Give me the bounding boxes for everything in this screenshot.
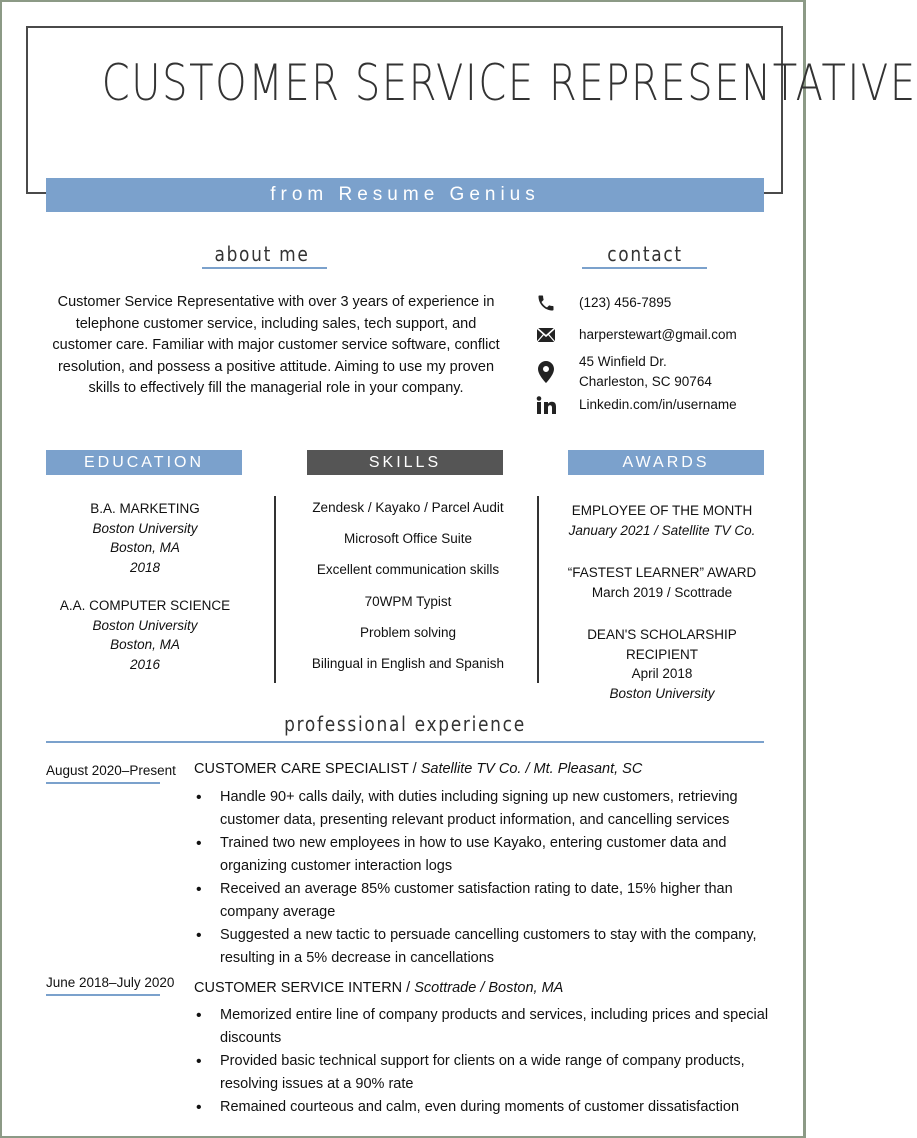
award-entry <box>550 625 774 703</box>
job-bullet: • Handle 90+ calls daily, with duties including signing up new customers, retrieving customer data, presenting relevant product information, and cancelling services <box>194 786 782 832</box>
contact-address-line2: Charleston, SC 90764 <box>579 373 712 389</box>
skill-item: Excellent communication skills <box>316 562 500 578</box>
education-entry <box>46 596 244 674</box>
job-bullet: • Remained courteous and calm, even during moments of customer dissatisfaction <box>194 1096 782 1119</box>
job-heading: CUSTOMER SERVICE INTERN / Scottrade / Boston, MA <box>194 980 564 996</box>
job-dates: June 2018–July 2020 <box>46 975 175 990</box>
skill-item: 70WPM Typist <box>364 593 452 609</box>
job-title: CUSTOMER SERVICE INTERN <box>194 980 403 996</box>
linkedin-icon <box>534 395 558 415</box>
job-bullets <box>194 786 782 970</box>
job-dates-underline <box>46 994 160 996</box>
award-entry <box>550 501 774 540</box>
job-title: CUSTOMER CARE SPECIALIST <box>194 761 409 777</box>
award-detail: April 2018 <box>631 666 693 681</box>
contact-email-row <box>534 325 737 345</box>
award-entry <box>550 563 774 602</box>
awards-list <box>550 501 774 703</box>
job-bullet: • Provided basic technical support for clients on a wide range of company products, resolving issues at a 90% rate <box>194 1050 782 1096</box>
skill-item: Zendesk / Kayako / Parcel Audit <box>312 500 504 515</box>
mail-icon <box>534 325 558 345</box>
contact-address-line1: 45 Winfield Dr. <box>579 354 667 369</box>
award-name: “FASTEST LEARNER” AWARD <box>567 565 757 580</box>
experience-heading: professional experience <box>284 712 526 736</box>
about-heading-underline <box>202 267 327 269</box>
contact-linkedin[interactable]: Linkedin.com/in/username <box>579 397 737 412</box>
contact-phone-row <box>534 293 671 313</box>
about-text: Customer Service Representative with over 3 years of experience in telephone customer service, including sales, tech support, and customer care. Familiar with major customer service software, conflict resolution, and possess a positive attitude. Aiming to use my proven skills to effectively fill the managerial role in your company. <box>52 294 500 396</box>
education-school: Boston University <box>92 617 198 633</box>
award-name: DEAN'S SCHOLARSHIP RECIPIENT <box>587 627 737 662</box>
education-location: Boston, MA <box>110 637 180 652</box>
experience-heading-underline <box>46 741 764 743</box>
skill-item: Problem solving <box>359 624 457 640</box>
education-year: 2018 <box>129 559 161 575</box>
job-dates-underline <box>46 782 160 784</box>
education-list <box>46 499 244 674</box>
skill-item: Microsoft Office Suite <box>343 531 473 547</box>
award-detail: March 2019 / Scottrade <box>591 584 733 600</box>
job-dates: August 2020–Present <box>46 763 176 778</box>
education-school: Boston University <box>92 520 198 536</box>
skills-list <box>292 492 524 679</box>
award-detail: January 2021 / Satellite TV Co. <box>568 522 756 538</box>
job-bullet: • Received an average 85% customer satisfaction rating to date, 15% higher than company average <box>194 878 782 924</box>
subtitle-banner: from Resume Genius <box>46 178 764 212</box>
column-divider-right <box>537 496 539 683</box>
job-company-location: Satellite TV Co. / Mt. Pleasant, SC <box>420 761 643 777</box>
education-entry <box>46 499 244 577</box>
job-company-location: Scottrade / Boston, MA <box>414 980 564 996</box>
job-bullet: • Memorized entire line of company products and services, including prices and special discounts <box>194 1004 782 1050</box>
contact-linkedin-row <box>534 395 737 415</box>
job-bullet: • Trained two new employees in how to use Kayako, entering customer data and organizing customer interaction logs <box>194 832 782 878</box>
awards-heading: AWARDS <box>568 450 764 475</box>
resume-title: CUSTOMER SERVICE REPRESENTATIVE <box>101 54 917 112</box>
contact-email[interactable]: harperstewart@gmail.com <box>579 327 737 342</box>
contact-address-row <box>534 352 712 392</box>
award-name: EMPLOYEE OF THE MONTH <box>571 503 753 518</box>
award-detail-secondary: Boston University <box>609 685 715 701</box>
education-location: Boston, MA <box>110 540 180 555</box>
location-pin-icon <box>534 352 558 392</box>
job-bullet: • Suggested a new tactic to persuade cancelling customers to stay with the company, resulting in a 5% decrease in cancellations <box>194 924 782 970</box>
phone-icon <box>534 293 558 313</box>
job-bullets <box>194 1004 782 1119</box>
job-heading: CUSTOMER CARE SPECIALIST / Satellite TV Co. / Mt. Pleasant, SC <box>194 761 643 777</box>
skills-heading: SKILLS <box>307 450 503 475</box>
contact-heading-underline <box>582 267 707 269</box>
about-heading: about me <box>214 242 310 266</box>
contact-phone[interactable]: (123) 456-7895 <box>579 295 672 310</box>
contact-heading: contact <box>607 242 683 266</box>
education-degree: A.A. COMPUTER SCIENCE <box>59 598 231 613</box>
education-heading: EDUCATION <box>46 450 242 475</box>
skill-item: Bilingual in English and Spanish <box>311 656 505 672</box>
education-degree: B.A. MARKETING <box>90 501 200 516</box>
column-divider-left <box>274 496 276 683</box>
education-year: 2016 <box>129 656 161 672</box>
